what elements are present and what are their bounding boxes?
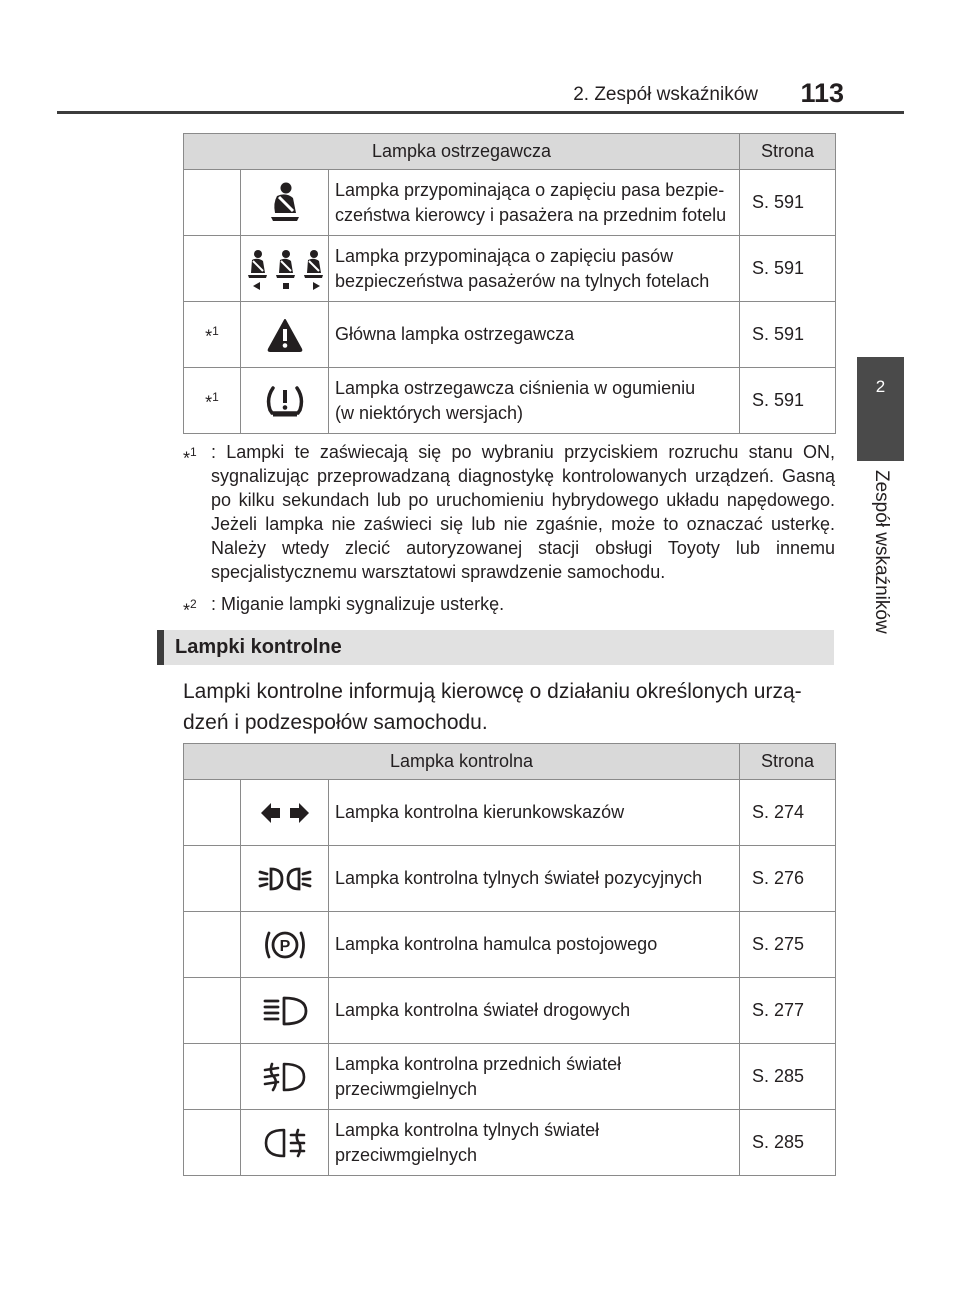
seatbelt-rear-icon [241,236,329,302]
table-header-lamp: Lampka ostrzegawcza [184,134,740,170]
row-page: S. 285 [740,1110,836,1176]
row-page: S. 591 [740,368,836,434]
table-header-page: Strona [740,134,836,170]
table-row [184,170,836,236]
row-note [184,978,241,1044]
footnotes [183,440,835,630]
row-description: Lampka kontrolna świateł drogowych [329,978,740,1044]
row-description: Lampka kontrolna hamulca postojowego [329,912,740,978]
row-page: S. 276 [740,846,836,912]
footnote-mark: 1 [212,390,219,405]
footnote-mark: 1 [212,324,219,339]
row-note [184,170,241,236]
section-intro: Lampki kontrolne informują kierowcę o działaniu określonych urzą- dzeń i podzespołów samochodu. [183,680,802,734]
row-page: S. 275 [740,912,836,978]
row-page: S. 277 [740,978,836,1044]
table-row [184,780,836,846]
footnote-text: : Lampki te zaświecają się po wybraniu przyciskiem rozruchu stanu ON, sygnalizując przeprowadzaną diagnostykę kontrolowanych urządzeń. Gasną po kilku sekundach lub po uruchomieniu hybrydowego układu napędowego. Jeżeli lampka nie zaświeci się lub nie zgaśnie, może to oznaczać usterkę. Należy wtedy zlecić autoryzowanej stacji obsługi Toyoty lub innemu specjalistycznemu warsztatowi sprawdzenie samochodu. [211,442,835,582]
row-note: *$^1$ [184,368,241,434]
row-page: S. 591 [740,236,836,302]
row-page: S. 274 [740,780,836,846]
warning-lamps-table [183,133,836,434]
row-description: Lampka kontrolna tylnych świateł przeciwmgielnych [329,1110,740,1176]
row-description: Lampka kontrolna przednich świateł przeciwmgielnych [329,1044,740,1110]
row-note [184,912,241,978]
indicator-lamps-table [183,743,836,1176]
footnote: *$^2$ : Miganie lampki sygnalizuje usterkę. [183,592,835,622]
section-title: 2. Zespół wskaźników [573,84,758,105]
tire-pressure-icon [241,368,329,434]
row-page: S. 591 [740,302,836,368]
table-row [184,978,836,1044]
seatbelt-front-icon [241,170,329,236]
table-row [184,236,836,302]
table-row [184,368,836,434]
table-header-row [184,744,836,780]
row-description: Główna lampka ostrzegawcza [329,302,740,368]
footnote-mark: 1 [190,445,197,459]
turn-signal-icon [241,780,329,846]
footnote-mark: 2 [190,597,197,611]
table-row [184,302,836,368]
table-row [184,1044,836,1110]
row-note: *$^1$ [184,302,241,368]
row-description: Lampka przypominająca o zapięciu pasa bezpie- czeństwa kierowcy i pasażera na przednim fotelu [329,170,740,236]
chapter-tab-label: Zespół wskaźników [871,470,892,634]
table-row [184,846,836,912]
table-header-lamp: Lampka kontrolna [184,744,740,780]
row-note [184,1044,241,1110]
rear-fog-icon [241,1110,329,1176]
section-heading-text: Lampki kontrolne [175,636,342,658]
section-heading-accent [157,630,164,665]
header-rule [57,111,904,114]
front-fog-icon [241,1044,329,1110]
table-header-page: Strona [740,744,836,780]
chapter-tab [857,357,904,461]
page-number: 113 [800,78,844,108]
row-description: Lampka kontrolna kierunkowskazów [329,780,740,846]
row-description: Lampka kontrolna tylnych świateł pozycyjnych [329,846,740,912]
chapter-tab-label-container [870,470,900,634]
chapter-tab-number: 2 [875,377,886,396]
table-header-row [184,134,836,170]
master-warning-icon [241,302,329,368]
table-row [184,912,836,978]
row-note [184,236,241,302]
table-row [184,1110,836,1176]
parking-brake-icon [241,912,329,978]
page-header [0,0,960,115]
svg-text:P: P [279,937,290,955]
row-note [184,780,241,846]
footnote-text: : Miganie lampki sygnalizuje usterkę. [211,594,505,614]
section-heading [157,630,834,665]
row-note [184,1110,241,1176]
row-note [184,846,241,912]
tail-light-icon [241,846,329,912]
row-description: Lampka przypominająca o zapięciu pasów bezpieczeństwa pasażerów na tylnych fotelach [329,236,740,302]
row-page: S. 285 [740,1044,836,1110]
footnote: *$^1$ : Lampki te zaświecają się po wybraniu przyciskiem rozruchu stanu ON, sygnalizując przeprowadzaną diagnostykę kontrolowanych urządzeń. Gasną po kilku sekundach lub po uruchomieniu hybrydowego układu napędowego. Jeżeli lampka nie zaświeci się lub nie zgaśnie, może to oznaczać usterkę. Należy wtedy zlecić autoryzowanej stacji obsługi Toyoty lub innemu specjalistycznemu warsztatowi sprawdzenie samochodu. [183,442,835,582]
row-page: S. 591 [740,170,836,236]
row-description: Lampka ostrzegawcza ciśnienia w ogumieniu (w niektórych wersjach) [329,368,740,434]
high-beam-icon [241,978,329,1044]
